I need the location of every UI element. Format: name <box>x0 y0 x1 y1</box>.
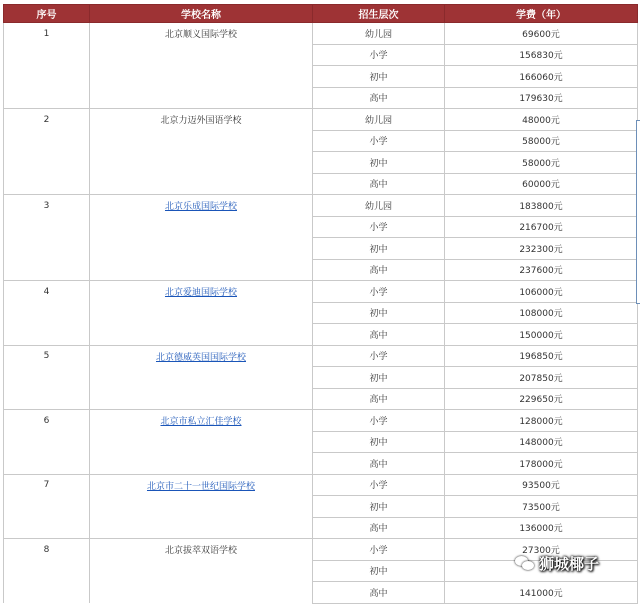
row-index <box>4 302 90 324</box>
row-index <box>4 130 90 152</box>
row-index <box>4 496 90 518</box>
fee-cell: 106000元 <box>445 281 638 303</box>
table-row <box>4 44 638 66</box>
row-index <box>4 453 90 475</box>
school-name-cell <box>90 431 313 453</box>
row-index: 6 <box>4 410 90 432</box>
fee-cell: 27300元 <box>445 539 638 561</box>
table-row <box>4 281 638 303</box>
level-cell: 初中 <box>313 496 445 518</box>
row-index: 1 <box>4 23 90 45</box>
table-row <box>4 87 638 109</box>
table-row <box>4 66 638 88</box>
school-name-cell <box>90 560 313 582</box>
level-cell: 小学 <box>313 281 445 303</box>
school-name-cell <box>90 324 313 346</box>
header-index: 序号 <box>4 5 90 23</box>
fee-cell: 196850元 <box>445 345 638 367</box>
school-name-cell <box>90 281 313 303</box>
row-index <box>4 324 90 346</box>
level-cell: 初中 <box>313 66 445 88</box>
school-name-cell <box>90 345 313 367</box>
school-name-cell <box>90 216 313 238</box>
fee-cell: 183800元 <box>445 195 638 217</box>
fee-cell: 128000元 <box>445 410 638 432</box>
fee-cell: 60000元 <box>445 173 638 195</box>
header-school-name: 学校名称 <box>90 5 313 23</box>
school-name-cell <box>90 66 313 88</box>
table-row <box>4 152 638 174</box>
table-row <box>4 238 638 260</box>
row-index <box>4 582 90 604</box>
fee-cell: 148000元 <box>445 431 638 453</box>
level-cell: 高中 <box>313 87 445 109</box>
fee-cell: 232300元 <box>445 238 638 260</box>
fee-cell: 216700元 <box>445 216 638 238</box>
table-row <box>4 496 638 518</box>
level-cell: 幼儿园 <box>313 195 445 217</box>
table-row <box>4 259 638 281</box>
fee-cell: 207850元 <box>445 367 638 389</box>
row-index: 8 <box>4 539 90 561</box>
fee-cell: 166060元 <box>445 66 638 88</box>
row-index <box>4 173 90 195</box>
level-cell: 幼儿园 <box>313 109 445 131</box>
fee-cell: 108000元 <box>445 302 638 324</box>
table-row <box>4 195 638 217</box>
level-cell: 高中 <box>313 324 445 346</box>
level-cell: 初中 <box>313 302 445 324</box>
school-name-cell <box>90 474 313 496</box>
table-row <box>4 324 638 346</box>
level-cell: 高中 <box>313 517 445 539</box>
fee-cell: 178000元 <box>445 453 638 475</box>
level-cell: 小学 <box>313 345 445 367</box>
row-index <box>4 238 90 260</box>
school-name-cell <box>90 130 313 152</box>
table-row <box>4 23 638 45</box>
level-cell: 高中 <box>313 582 445 604</box>
table-row <box>4 582 638 604</box>
header-level: 招生层次 <box>313 5 445 23</box>
level-cell: 高中 <box>313 173 445 195</box>
level-cell: 初中 <box>313 367 445 389</box>
level-cell: 小学 <box>313 474 445 496</box>
fee-cell: 58000元 <box>445 130 638 152</box>
school-name-cell: 北京力迈外国语学校 <box>90 109 313 131</box>
fee-cell: 179630元 <box>445 87 638 109</box>
table-row <box>4 345 638 367</box>
header-fee: 学费（年） <box>445 5 638 23</box>
fee-cell: 69600元 <box>445 23 638 45</box>
fee-cell: 58000元 <box>445 152 638 174</box>
fee-cell: 48000元 <box>445 109 638 131</box>
row-index <box>4 259 90 281</box>
level-cell: 小学 <box>313 216 445 238</box>
school-name-cell: 北京拔萃双语学校 <box>90 539 313 561</box>
school-name-cell <box>90 44 313 66</box>
level-cell: 高中 <box>313 453 445 475</box>
school-name-cell <box>90 496 313 518</box>
table-row <box>4 474 638 496</box>
fee-cell: 150000元 <box>445 324 638 346</box>
row-index <box>4 44 90 66</box>
row-index <box>4 431 90 453</box>
school-name-cell <box>90 410 313 432</box>
table-row <box>4 173 638 195</box>
fee-cell: 237600元 <box>445 259 638 281</box>
school-name-link[interactable]: 北京德威英国国际学校 <box>155 352 246 363</box>
school-name-cell <box>90 173 313 195</box>
table-row <box>4 302 638 324</box>
fee-cell: 136000元 <box>445 517 638 539</box>
row-index <box>4 560 90 582</box>
school-name-cell <box>90 582 313 604</box>
row-index <box>4 388 90 410</box>
school-name-cell: 北京顺义国际学校 <box>90 23 313 45</box>
school-name-link[interactable]: 北京爱迪国际学校 <box>164 288 237 298</box>
level-cell: 小学 <box>313 130 445 152</box>
row-index <box>4 87 90 109</box>
wechat-icon <box>515 556 535 571</box>
level-cell: 小学 <box>313 44 445 66</box>
table-row <box>4 367 638 389</box>
school-name-cell <box>90 453 313 475</box>
level-cell: 初中 <box>313 238 445 260</box>
row-index: 5 <box>4 345 90 367</box>
watermark <box>515 553 599 574</box>
school-name-cell <box>90 302 313 324</box>
fee-cell: 141000元 <box>445 582 638 604</box>
table-row <box>4 453 638 475</box>
level-cell: 小学 <box>313 410 445 432</box>
level-cell: 初中 <box>313 152 445 174</box>
level-cell: 高中 <box>313 259 445 281</box>
fee-cell: 93500元 <box>445 474 638 496</box>
row-index: 3 <box>4 195 90 217</box>
fee-cell: 73500元 <box>445 496 638 518</box>
row-index <box>4 517 90 539</box>
level-cell: 高中 <box>313 388 445 410</box>
school-name-link[interactable]: 北京市二十一世纪国际学校 <box>146 481 255 492</box>
side-panel-edge <box>636 120 640 304</box>
row-index: 4 <box>4 281 90 303</box>
level-cell: 幼儿园 <box>313 23 445 45</box>
table-row <box>4 130 638 152</box>
row-index: 2 <box>4 109 90 131</box>
table-row <box>4 109 638 131</box>
table-row <box>4 410 638 432</box>
row-index <box>4 367 90 389</box>
school-name-link[interactable]: 北京市私立汇佳学校 <box>160 417 242 427</box>
fee-cell: 156830元 <box>445 44 638 66</box>
table-row <box>4 388 638 410</box>
school-name-cell <box>90 259 313 281</box>
school-name-cell <box>90 517 313 539</box>
school-name-cell <box>90 238 313 260</box>
school-name-cell <box>90 152 313 174</box>
watermark-text: 狮城椰子 <box>539 555 600 573</box>
level-cell: 小学 <box>313 539 445 561</box>
table-header-row <box>4 5 638 23</box>
school-name-cell <box>90 87 313 109</box>
row-index <box>4 152 90 174</box>
fee-cell: 229650元 <box>445 388 638 410</box>
row-index <box>4 216 90 238</box>
school-name-cell <box>90 367 313 389</box>
school-name-cell <box>90 195 313 217</box>
table-row <box>4 216 638 238</box>
row-index: 7 <box>4 474 90 496</box>
school-fee-table <box>3 4 638 604</box>
level-cell: 初中 <box>313 560 445 582</box>
school-name-link[interactable]: 北京乐成国际学校 <box>164 202 237 212</box>
level-cell: 初中 <box>313 431 445 453</box>
table-row <box>4 431 638 453</box>
table-row <box>4 517 638 539</box>
school-name-cell <box>90 388 313 410</box>
row-index <box>4 66 90 88</box>
